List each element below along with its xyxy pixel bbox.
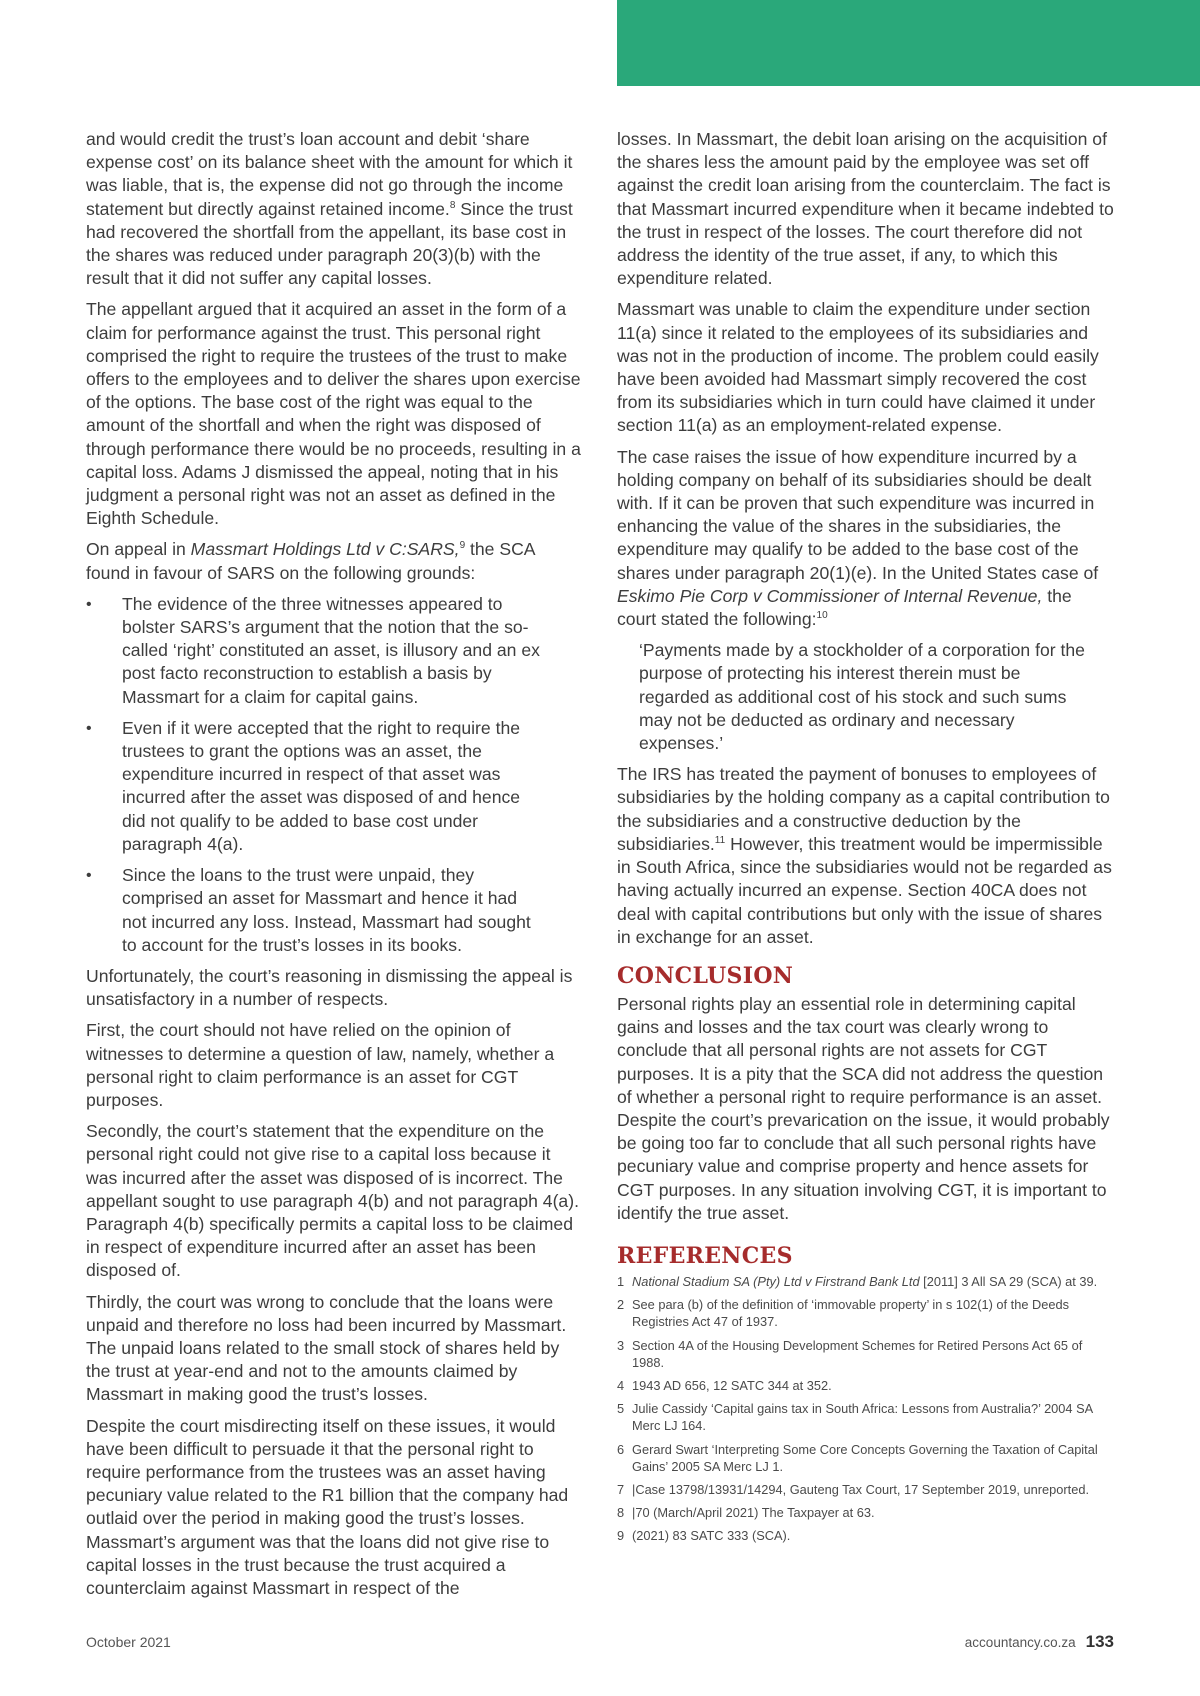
paragraph: Despite the court misdirecting itself on these issues, it would have been difficult to persuade it that the personal right to require performance from the trustees was an asset having pecuniary value related to the R1 billion that the company had outlaid over the period in making good the trust’s losses. Massmart’s argument was that the loans did not give rise to capital losses in the trust because the trust acquired a counterclaim against Massmart in respect of the — [86, 1415, 569, 1598]
paragraph: Secondly, the court’s statement that the expenditure on the personal right could not give rise to a capital loss because it was incurred after the asset was disposed of is incorrect. The appellant sought to use paragraph 4(b) and not paragraph 4(a). Paragraph 4(b) specifically permits a capital loss to be claimed in respect of expenditure incurred after an asset has been disposed of. — [86, 1121, 579, 1281]
footnote-ref[interactable]: 8 — [449, 199, 456, 211]
footer-website-link[interactable]: accountancy.co.za — [964, 1635, 1076, 1650]
footnote-ref[interactable]: 10 — [816, 610, 828, 622]
reference-item: 4 1943 AD 656, 12 SATC 344 at 352. — [617, 1377, 832, 1393]
paragraph: losses. In Massmart, the debit loan arising on the acquisition of the shares less the amount paid by the employee was set off against the credit loan arising from the counterclaim. The fact is that Massmart incurred expenditure when it became indebted to the trust in respect of the losses. The court therefore did not address the identity of the true asset, if any, to which this expenditure related. — [617, 129, 1114, 289]
case-name: Massmart Holdings Ltd v C:SARS, — [190, 539, 460, 560]
paragraph: and would credit the trust’s loan account and debit ‘share expense cost’ on its balance sheet with the amount for which it was liable, that is, the expense did not go through the income statement but directly against retained income.$^8$ Since the trust had recovered the shortfall from the appellant, its base cost in the shares was reduced under paragraph 20(3)(b) with the result that it did not suffer any capital losses. — [86, 129, 573, 289]
case-name: Eskimo Pie Corp v Commissioner of Internal Revenue, — [617, 585, 1043, 606]
reference-item: 8 |70 (March/April 2021) The Taxpayer at 63. — [617, 1505, 875, 1521]
conclusion-paragraph: Personal rights play an essential role in determining capital gains and losses and the tax court was clearly wrong to conclude that all personal rights are not assets for CGT purposes. It is a pity that the SCA did not address the question of whether a personal right to require performance is an asset. Despite the court’s prevarication on the issue, it would probably be going too far to conclude that all such personal rights have pecuniary value and comprise property and hence assets for CGT purposes. In any situation involving CGT, it is important to identify the true asset. — [617, 993, 1110, 1223]
paragraph: The case raises the issue of how expenditure incurred by a holding company on behalf of its subsidiaries should be dealt with. If it can be proven that such expenditure was incurred in enhancing the value of the shares in the subsidiaries, the expenditure may qualify to be added to the base cost of the shares under paragraph 20(1)(e). In the United States case of Eskimo Pie Corp v Commissioner of Internal Revenue, the court stated the following:$^{10}$ — [617, 446, 1099, 630]
list-item: • Since the loans to the trust were unpaid, they comprised an asset for Massmart and hence it had not incurred any loss. Instead, Massmart had sought to account for the trust’s losses in its books. — [86, 865, 531, 955]
list-item: • The evidence of the three witnesses appeared to bolster SARS’s argument that the notion that the so-called ‘right’ constituted an asset, is illusory and an ex post facto reconstruction to establish a basis by Massmart for a claim for capital gains. — [86, 593, 540, 707]
reference-item: 1 National Stadium SA (Pty) Ltd v Firstrand Bank Ltd [2011] 3 All SA 29 (SCA) at 39. — [617, 1273, 1098, 1289]
bullet-icon: • — [86, 595, 92, 613]
page-number: 133 — [1085, 1632, 1114, 1651]
header-accent-bar — [617, 0, 1200, 86]
reference-item: 3 Section 4A of the Housing Development Schemes for Retired Persons Act 65 of 1988. — [617, 1337, 1083, 1370]
paragraph: Unfortunately, the court’s reasoning in dismissing the appeal is unsatisfactory in a number of respects. — [86, 965, 573, 1010]
paragraph: Thirdly, the court was wrong to conclude that the loans were unpaid and therefore no loss had been incurred by Massmart. The unpaid loans related to the small stock of shares held by the trust at year-end and not to the amounts claimed by Massmart in making good the trust’s losses. — [86, 1291, 567, 1405]
grounds-list — [86, 593, 582, 957]
paragraph: On appeal in Massmart Holdings Ltd v C:SARS,$^9$ the SCA found in favour of SARS on the following grounds: — [86, 539, 535, 583]
reference-item: 5 Julie Cassidy ‘Capital gains tax in South Africa: Lessons from Australia?’ 2004 SA Merc LJ 164. — [617, 1401, 1093, 1434]
reference-item: 2 See para (b) of the definition of ‘immovable property’ in s 102(1) of the Deeds Registries Act 47 of 1937. — [617, 1297, 1069, 1330]
reference-item: 9 (2021) 83 SATC 333 (SCA). — [617, 1528, 791, 1544]
references-list — [617, 1273, 1114, 1545]
paragraph: First, the court should not have relied on the opinion of witnesses to determine a question of law, namely, whether a personal right to claim performance is an asset for CGT purposes. — [86, 1020, 555, 1110]
right-column — [617, 128, 1114, 1551]
conclusion-heading: CONCLUSION — [617, 962, 794, 989]
bullet-icon: • — [86, 719, 92, 737]
list-item: • Even if it were accepted that the right to require the trustees to grant the options was an asset, the expenditure incurred in respect of that asset was incurred after the asset was disposed of and hence did not qualify to be added to base cost under paragraph 4(a). — [86, 717, 521, 854]
reference-item: 6 Gerard Swart ‘Interpreting Some Core Concepts Governing the Taxation of Capital Gains’ 2005 SA Merc LJ 1. — [617, 1441, 1098, 1474]
paragraph: The appellant argued that it acquired an asset in the form of a claim for performance against the trust. This personal right comprised the right to require the trustees of the trust to make offers to the employees and to deliver the shares upon exercise of the options. The base cost of the right was equal to the amount of the shortfall and when the right was disposed of through performance there would be no proceeds, resulting in a capital loss. Adams J dismissed the appeal, noting that in his judgment a personal right was not an asset as defined in the Eighth Schedule. — [86, 299, 581, 529]
paragraph: The IRS has treated the payment of bonuses to employees of subsidiaries by the holding company as a capital contribution to the subsidiaries and a constructive deduction by the subsidiaries.$^{11}$ However, this treatment would be impermissible in South Africa, since the subsidiaries would not be regarded as having actually incurred an expense. Section 40CA does not deal with capital contributions but only with the issue of shares in exchange for an asset. — [617, 764, 1112, 947]
footer-date: October 2021 — [86, 1634, 171, 1650]
reference-item: 7 |Case 13798/13931/14294, Gauteng Tax Court, 17 September 2019, unreported. — [617, 1481, 1089, 1497]
bullet-icon: • — [86, 867, 92, 885]
footnote-ref[interactable]: 9 — [459, 540, 466, 552]
left-column — [86, 128, 582, 1608]
paragraph: Massmart was unable to claim the expenditure under section 11(a) since it related to the employees of its subsidiaries and was not in the production of income. The problem could easily have been avoided had Massmart simply recovered the cost from its subsidiaries which in turn could have claimed it under section 11(a) as an employment-related expense. — [617, 299, 1099, 436]
footer-site — [965, 1632, 1114, 1652]
references-heading: REFERENCES — [617, 1242, 793, 1269]
footnote-ref[interactable]: 11 — [714, 835, 726, 847]
block-quote: ‘Payments made by a stockholder of a corporation for the purpose of protecting his interest therein must be regarded as additional cost of his stock and such sums may not be deducted as ordinary and necessary expenses.’ — [639, 640, 1085, 754]
